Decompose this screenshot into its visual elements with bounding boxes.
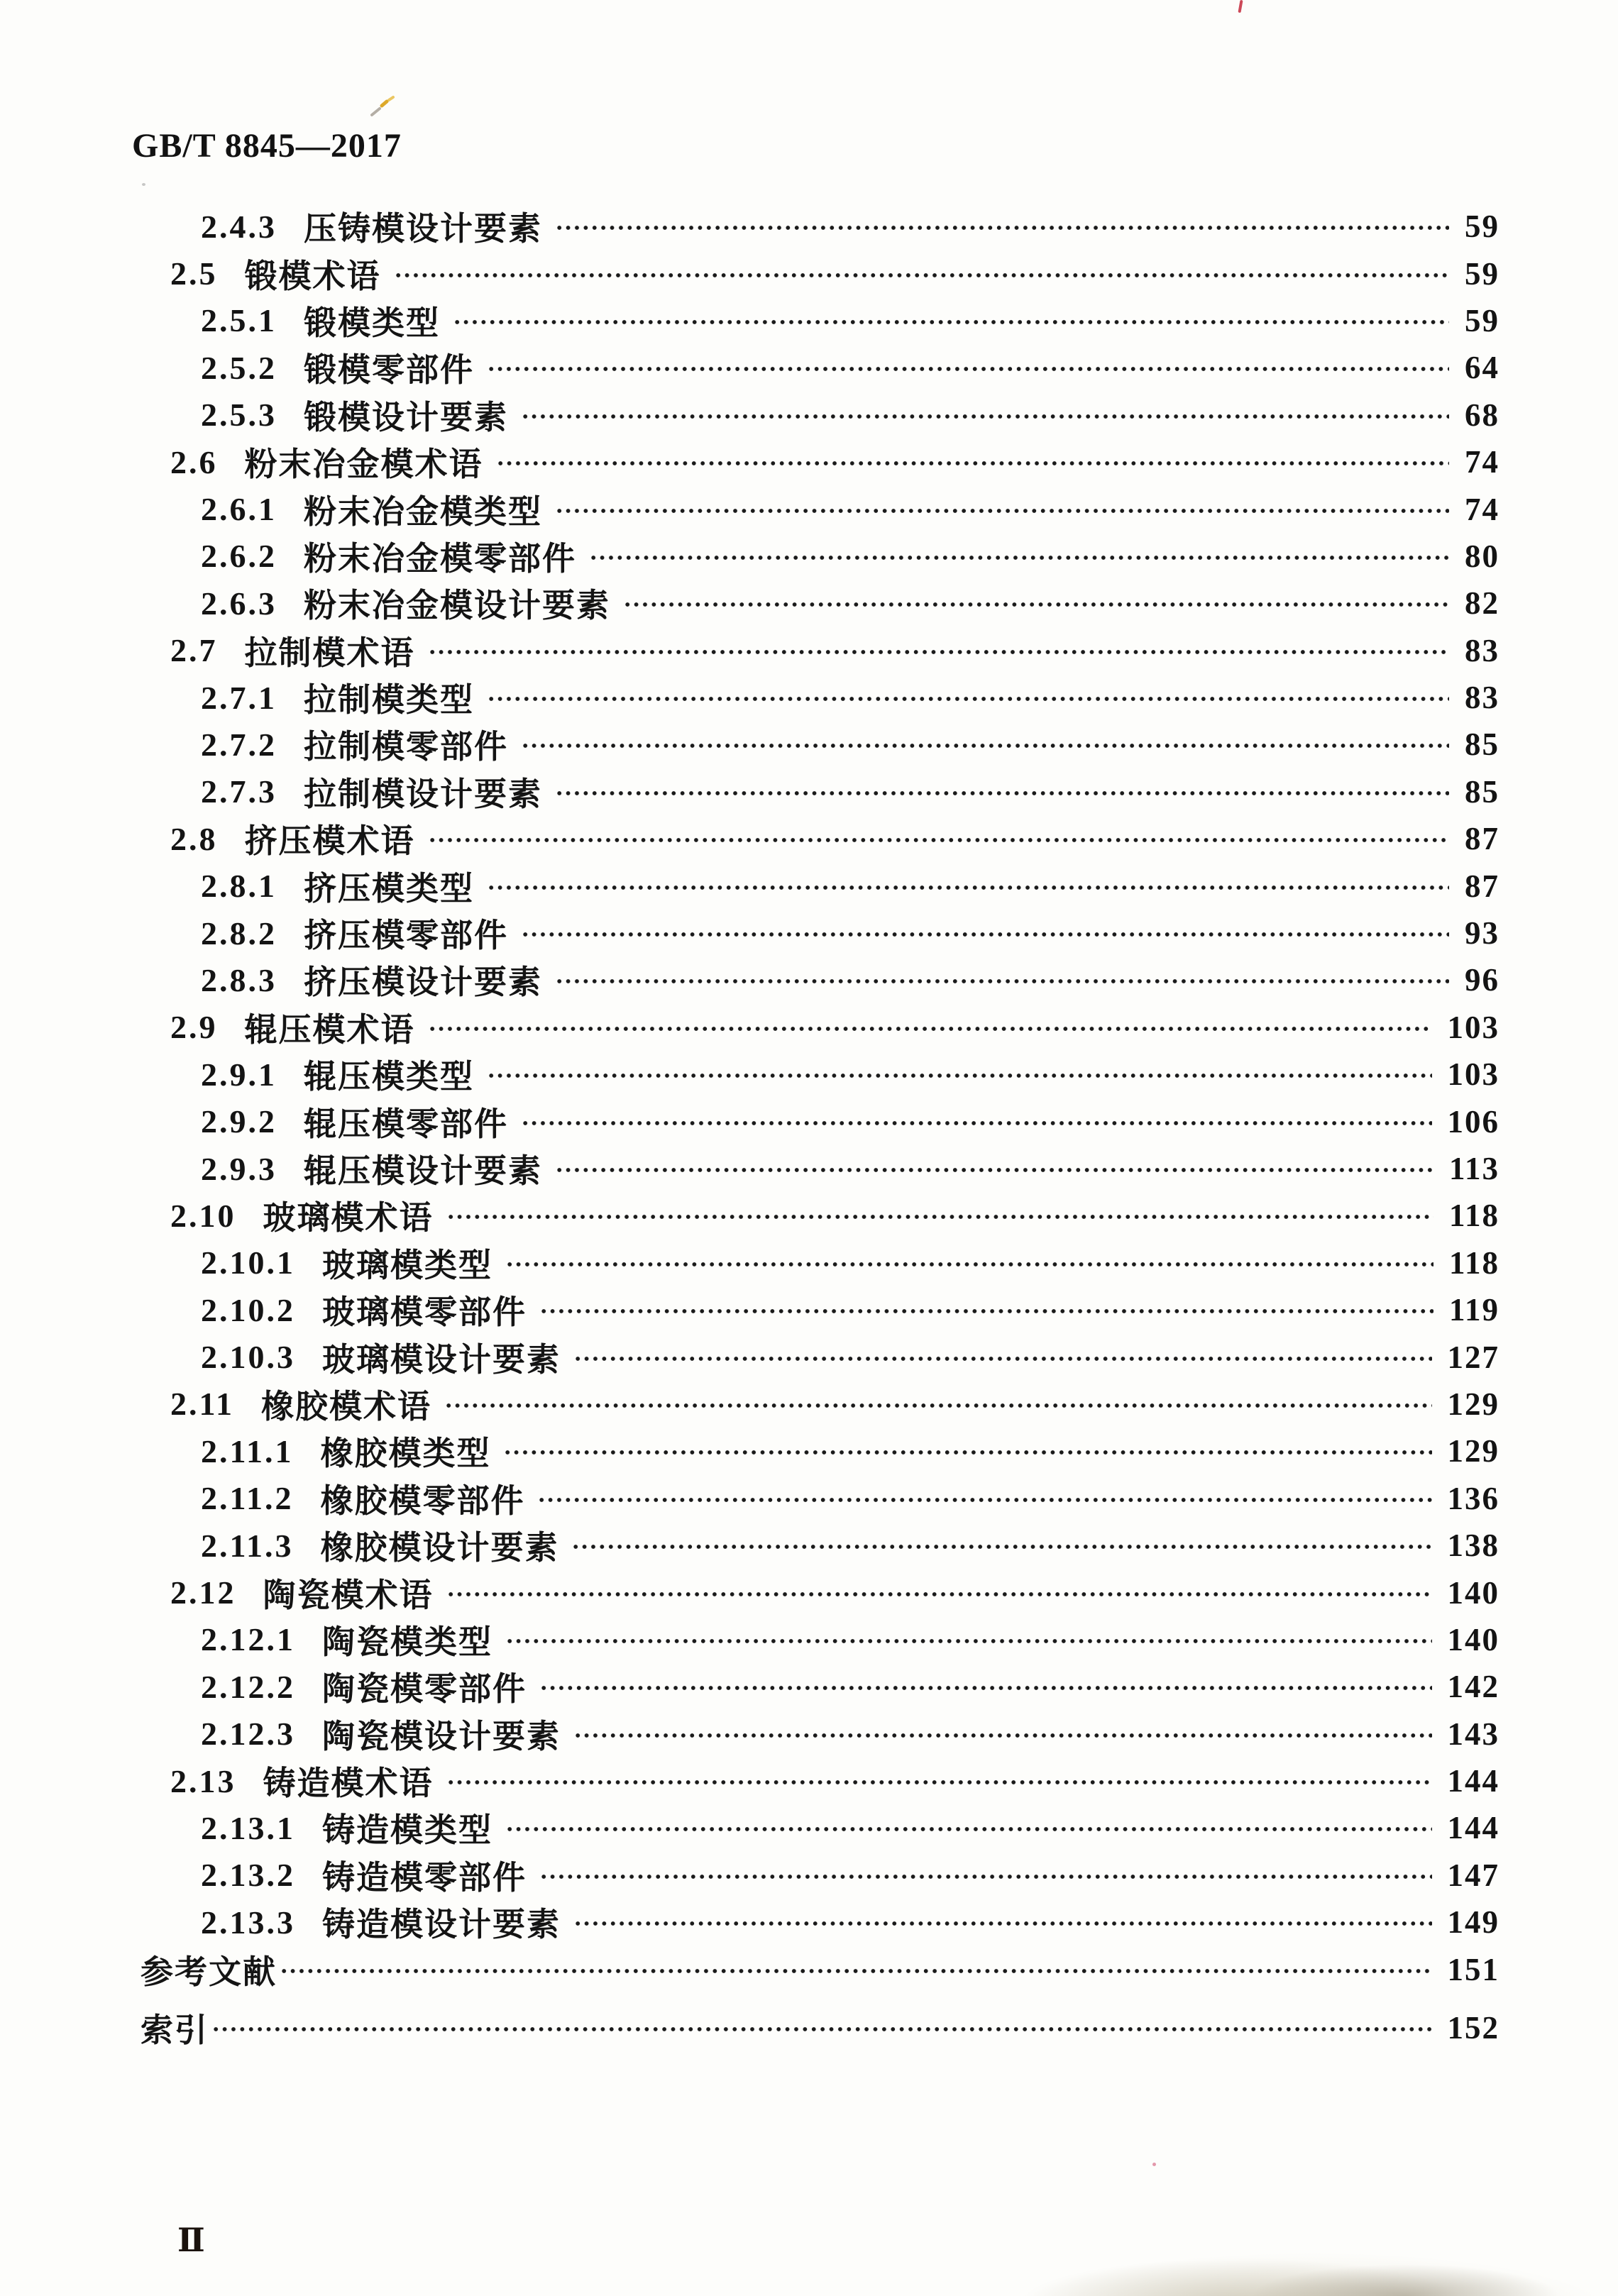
toc-entry-number: 2.12.2 xyxy=(201,1668,295,1705)
toc-entry-page: 151 xyxy=(1447,1951,1499,1987)
toc-entry-title: 辊压模术语 xyxy=(244,1011,415,1048)
toc-entry-page: 149 xyxy=(1447,1904,1499,1941)
toc-entry-page: 127 xyxy=(1447,1339,1499,1375)
toc-entry-page: 85 xyxy=(1465,773,1499,810)
toc-leader-dots xyxy=(487,695,1449,702)
toc-entry-number: 2.11 xyxy=(170,1386,234,1423)
toc-entry-number: 2.8.3 xyxy=(201,961,277,998)
toc-entry xyxy=(141,533,1499,580)
toc-entry-page: 103 xyxy=(1447,1056,1499,1093)
toc-entry-number: 2.9 xyxy=(170,1009,218,1046)
toc-entry-number: 2.5 xyxy=(170,255,218,292)
toc-entry-number: 2.10.3 xyxy=(201,1339,295,1376)
toc-entry xyxy=(141,1945,1499,1992)
toc-entry-title: 拉制模零部件 xyxy=(304,729,508,766)
toc-leader-dots xyxy=(503,1449,1431,1456)
toc-leader-dots xyxy=(521,931,1449,938)
toc-entry-page: 138 xyxy=(1447,1528,1499,1564)
toc-leader-dots xyxy=(444,1402,1432,1409)
toc-entry-title: 辊压模设计要素 xyxy=(304,1153,542,1189)
scan-shadow-bottom-right xyxy=(1008,2190,1618,2296)
toc-leader-dots xyxy=(505,1261,1433,1268)
toc-leader-dots xyxy=(446,1213,1433,1220)
toc-entry xyxy=(141,674,1499,721)
toc-entry xyxy=(141,1804,1499,1851)
toc-entry xyxy=(141,485,1499,532)
toc-entry-page: 129 xyxy=(1447,1386,1499,1422)
toc-entry xyxy=(141,1333,1499,1380)
toc-leader-dots xyxy=(555,790,1449,797)
toc-entry xyxy=(141,1428,1499,1474)
toc-entry-title: 玻璃模设计要素 xyxy=(322,1341,561,1378)
toc-entry-title: 铸造模类型 xyxy=(322,1812,492,1849)
toc-entry xyxy=(141,721,1499,768)
toc-entry-title: 橡胶模设计要素 xyxy=(320,1530,559,1567)
toc-entry-page: 118 xyxy=(1448,1198,1499,1234)
toc-leader-dots xyxy=(428,648,1450,656)
toc-entry-page: 87 xyxy=(1465,821,1499,857)
toc-entry-number: 2.13.2 xyxy=(201,1857,295,1894)
toc-entry-number: 2.13.3 xyxy=(201,1904,295,1941)
toc-entry xyxy=(141,1051,1499,1098)
toc-entry xyxy=(141,1145,1499,1192)
toc-entry-page: 93 xyxy=(1465,915,1499,951)
toc-entry xyxy=(141,956,1499,1003)
toc-entry-number: 2.11.3 xyxy=(201,1527,294,1564)
toc-leader-dots xyxy=(573,1732,1432,1739)
toc-entry-title: 粉末冶金模类型 xyxy=(304,493,542,530)
toc-entry-page: 64 xyxy=(1465,350,1499,386)
toc-leader-dots xyxy=(428,1025,1432,1032)
toc-entry xyxy=(141,1522,1499,1569)
page-number-roman: Ⅱ xyxy=(177,2222,205,2258)
toc-entry-page: 59 xyxy=(1465,255,1499,292)
toc-entry-number: 2.8.2 xyxy=(201,915,277,951)
toc-leader-dots xyxy=(521,1120,1432,1127)
toc-entry-page: 87 xyxy=(1465,868,1499,904)
toc-entry-number: 2.10.2 xyxy=(201,1291,295,1328)
toc-leader-dots xyxy=(539,1308,1433,1315)
toc-entry-page: 119 xyxy=(1448,1292,1499,1328)
toc-entry-page: 147 xyxy=(1447,1857,1499,1893)
toc-entry-number: 2.4.3 xyxy=(201,208,277,245)
toc-entry xyxy=(141,344,1499,391)
toc-leader-dots xyxy=(571,1543,1431,1550)
toc-entry-title: 玻璃模零部件 xyxy=(322,1294,527,1331)
toc-entry-number: 2.9.2 xyxy=(201,1103,277,1140)
toc-entry-page: 74 xyxy=(1465,491,1499,527)
toc-entry-number: 2.12 xyxy=(170,1574,236,1611)
toc-leader-dots xyxy=(555,978,1449,985)
toc-leader-dots xyxy=(623,601,1449,608)
toc-leader-dots xyxy=(496,460,1450,467)
toc-entry-title: 拉制模类型 xyxy=(304,682,474,719)
toc-entry-title: 橡胶模零部件 xyxy=(320,1482,525,1519)
toc-entry xyxy=(141,580,1499,627)
toc-leader-dots xyxy=(487,365,1449,372)
toc-entry-page: 85 xyxy=(1465,727,1499,763)
toc-entry-page: 140 xyxy=(1447,1621,1499,1657)
toc-entry-page: 152 xyxy=(1447,2010,1499,2046)
toc-entry-title: 辊压模零部件 xyxy=(304,1105,508,1142)
toc-entry-page: 96 xyxy=(1465,962,1499,998)
toc-entry xyxy=(141,1240,1499,1286)
toc-entry xyxy=(141,1899,1499,1945)
toc-leader-dots xyxy=(487,884,1449,891)
toc-leader-dots xyxy=(521,742,1449,749)
toc-entry-page: 80 xyxy=(1465,538,1499,574)
toc-entry xyxy=(141,627,1499,674)
toc-entry xyxy=(141,1711,1499,1757)
toc-entry-number: 2.12.3 xyxy=(201,1716,295,1753)
toc-entry-title: 锻模设计要素 xyxy=(304,399,508,436)
toc-entry xyxy=(141,297,1499,344)
toc-leader-dots xyxy=(487,1072,1432,1079)
toc-entry-page: 142 xyxy=(1447,1669,1499,1705)
toc-entry xyxy=(141,862,1499,909)
toc-entry-title: 索引 xyxy=(141,2012,209,2049)
toc-entry xyxy=(141,1569,1499,1616)
toc-entry xyxy=(141,910,1499,956)
toc-leader-dots xyxy=(539,1684,1432,1691)
toc-entry-title: 锻模术语 xyxy=(244,258,381,294)
toc-leader-dots xyxy=(446,1591,1432,1598)
toc-entry-number: 2.6.3 xyxy=(201,585,277,622)
toc-entry-page: 68 xyxy=(1465,397,1499,433)
toc-entry-page: 140 xyxy=(1447,1574,1499,1611)
toc-entry-title: 挤压模类型 xyxy=(304,870,474,907)
standard-number-header: GB/T 8845—2017 xyxy=(132,127,402,165)
toc-entry-title: 挤压模零部件 xyxy=(304,917,508,954)
toc-entry-number: 2.9.1 xyxy=(201,1056,277,1093)
toc-entry xyxy=(141,1098,1499,1144)
toc-entry-page: 74 xyxy=(1465,444,1499,480)
toc-entry-title: 陶瓷模设计要素 xyxy=(322,1718,561,1755)
toc-entry xyxy=(141,1004,1499,1051)
toc-leader-dots xyxy=(446,1779,1432,1786)
toc-entry-title: 陶瓷模类型 xyxy=(322,1623,492,1660)
toc-leader-dots xyxy=(555,1166,1433,1174)
toc-entry xyxy=(141,203,1499,250)
toc-entry-title: 铸造模术语 xyxy=(263,1765,434,1802)
toc-leader-dots xyxy=(505,1826,1432,1833)
toc-leader-dots xyxy=(589,554,1449,561)
toc-leader-dots xyxy=(453,319,1449,326)
toc-leader-dots xyxy=(280,1967,1432,1975)
toc-entry-number: 2.13 xyxy=(170,1762,236,1799)
toc-entry-page: 143 xyxy=(1447,1716,1499,1752)
toc-leader-dots xyxy=(428,837,1450,844)
toc-entry xyxy=(141,768,1499,815)
toc-entry-number: 2.5.3 xyxy=(201,397,277,434)
toc-entry-page: 59 xyxy=(1465,209,1499,245)
scan-gray-speck xyxy=(142,183,145,186)
toc-entry-title: 拉制模设计要素 xyxy=(304,776,542,812)
toc-leader-dots xyxy=(394,272,1450,279)
toc-entry-page: 118 xyxy=(1448,1244,1499,1281)
toc-entry-title: 挤压模设计要素 xyxy=(304,964,542,1001)
toc-entry-number: 2.5.1 xyxy=(201,302,277,339)
toc-leader-dots xyxy=(505,1638,1432,1645)
toc-entry xyxy=(141,1192,1499,1239)
toc-entry-page: 106 xyxy=(1447,1103,1499,1139)
toc-entry-number: 2.7.1 xyxy=(201,679,277,716)
toc-entry xyxy=(141,2004,1499,2051)
toc-entry-page: 59 xyxy=(1465,302,1499,338)
toc-entry-title: 锻模零部件 xyxy=(304,352,474,389)
toc-entry-page: 103 xyxy=(1447,1009,1499,1045)
toc-entry xyxy=(141,392,1499,438)
toc-leader-dots xyxy=(521,413,1449,420)
toc-entry-number: 2.9.3 xyxy=(201,1150,277,1187)
toc-entry-title: 挤压模术语 xyxy=(244,823,415,860)
toc-entry-page: 136 xyxy=(1447,1480,1499,1516)
scan-orange-squiggle-mark xyxy=(370,95,395,118)
toc-leader-dots xyxy=(555,507,1449,514)
toc-entry xyxy=(141,815,1499,862)
toc-entry-number: 2.6 xyxy=(170,443,218,480)
scan-red-tick-mark xyxy=(1238,0,1243,13)
toc-entry-number: 2.6.1 xyxy=(201,491,277,528)
toc-entry-number: 2.8.1 xyxy=(201,868,277,905)
toc-entry-page: 83 xyxy=(1465,680,1499,716)
toc-entry-number: 2.8 xyxy=(170,820,218,857)
toc-entry-page: 129 xyxy=(1447,1433,1499,1469)
toc-entry xyxy=(141,250,1499,297)
toc-entry-title: 玻璃模类型 xyxy=(322,1247,492,1284)
toc-entry-page: 83 xyxy=(1465,632,1499,668)
toc-entry-title: 铸造模设计要素 xyxy=(322,1906,561,1943)
toc-entry xyxy=(141,1852,1499,1899)
toc-entry-page: 144 xyxy=(1447,1763,1499,1799)
toc-entry-number: 2.7.3 xyxy=(201,773,277,810)
toc-entry-title: 陶瓷模零部件 xyxy=(322,1671,527,1708)
toc-entry xyxy=(141,1286,1499,1333)
toc-leader-dots xyxy=(573,1920,1432,1927)
toc-entry xyxy=(141,1663,1499,1710)
toc-entry xyxy=(141,1757,1499,1804)
toc-entry-number: 2.10 xyxy=(170,1197,236,1234)
toc-entry-title: 玻璃模术语 xyxy=(263,1200,434,1237)
toc-entry-page: 113 xyxy=(1448,1151,1499,1186)
toc-leader-dots xyxy=(573,1355,1432,1362)
toc-entry-title: 参考文献 xyxy=(141,1953,277,1990)
toc-entry-title: 陶瓷模术语 xyxy=(263,1577,434,1613)
toc-entry-number: 2.7.2 xyxy=(201,726,277,763)
toc-entry-title: 铸造模零部件 xyxy=(322,1859,527,1896)
toc-entry-number: 2.6.2 xyxy=(201,538,277,575)
toc-entry-title: 粉末冶金模术语 xyxy=(244,446,483,483)
toc-entry-number: 2.7 xyxy=(170,632,218,669)
toc-leader-dots xyxy=(211,2026,1432,2033)
toc-entry-number: 2.11.2 xyxy=(201,1480,294,1517)
toc-entry-number: 2.5.2 xyxy=(201,349,277,386)
toc-entry-page: 144 xyxy=(1447,1810,1499,1846)
toc-entry-title: 粉末冶金模设计要素 xyxy=(304,587,610,624)
toc-entry-number: 2.10.1 xyxy=(201,1244,295,1281)
toc-entry-title: 压铸模设计要素 xyxy=(304,211,542,248)
toc-entry-title: 橡胶模类型 xyxy=(320,1435,491,1472)
toc-entry-title: 粉末冶金模零部件 xyxy=(304,540,576,577)
toc-entry-title: 拉制模术语 xyxy=(244,634,415,671)
toc-entry xyxy=(141,1616,1499,1663)
toc-entry-number: 2.12.1 xyxy=(201,1621,295,1658)
toc-entry-title: 辊压模类型 xyxy=(304,1059,474,1095)
toc-leader-dots xyxy=(555,224,1449,231)
toc-leader-dots xyxy=(539,1873,1432,1880)
toc-entry-title: 橡胶模术语 xyxy=(260,1388,431,1425)
table-of-contents xyxy=(141,203,1499,2051)
toc-entry-title: 锻模类型 xyxy=(304,304,440,341)
toc-entry xyxy=(141,438,1499,485)
toc-entry xyxy=(141,1381,1499,1428)
toc-entry-number: 2.13.1 xyxy=(201,1809,295,1846)
toc-entry-page: 82 xyxy=(1465,585,1499,622)
scan-pink-speck xyxy=(1152,2163,1156,2166)
toc-entry xyxy=(141,1475,1499,1522)
toc-leader-dots xyxy=(537,1496,1431,1503)
toc-entry-number: 2.11.1 xyxy=(201,1433,294,1469)
